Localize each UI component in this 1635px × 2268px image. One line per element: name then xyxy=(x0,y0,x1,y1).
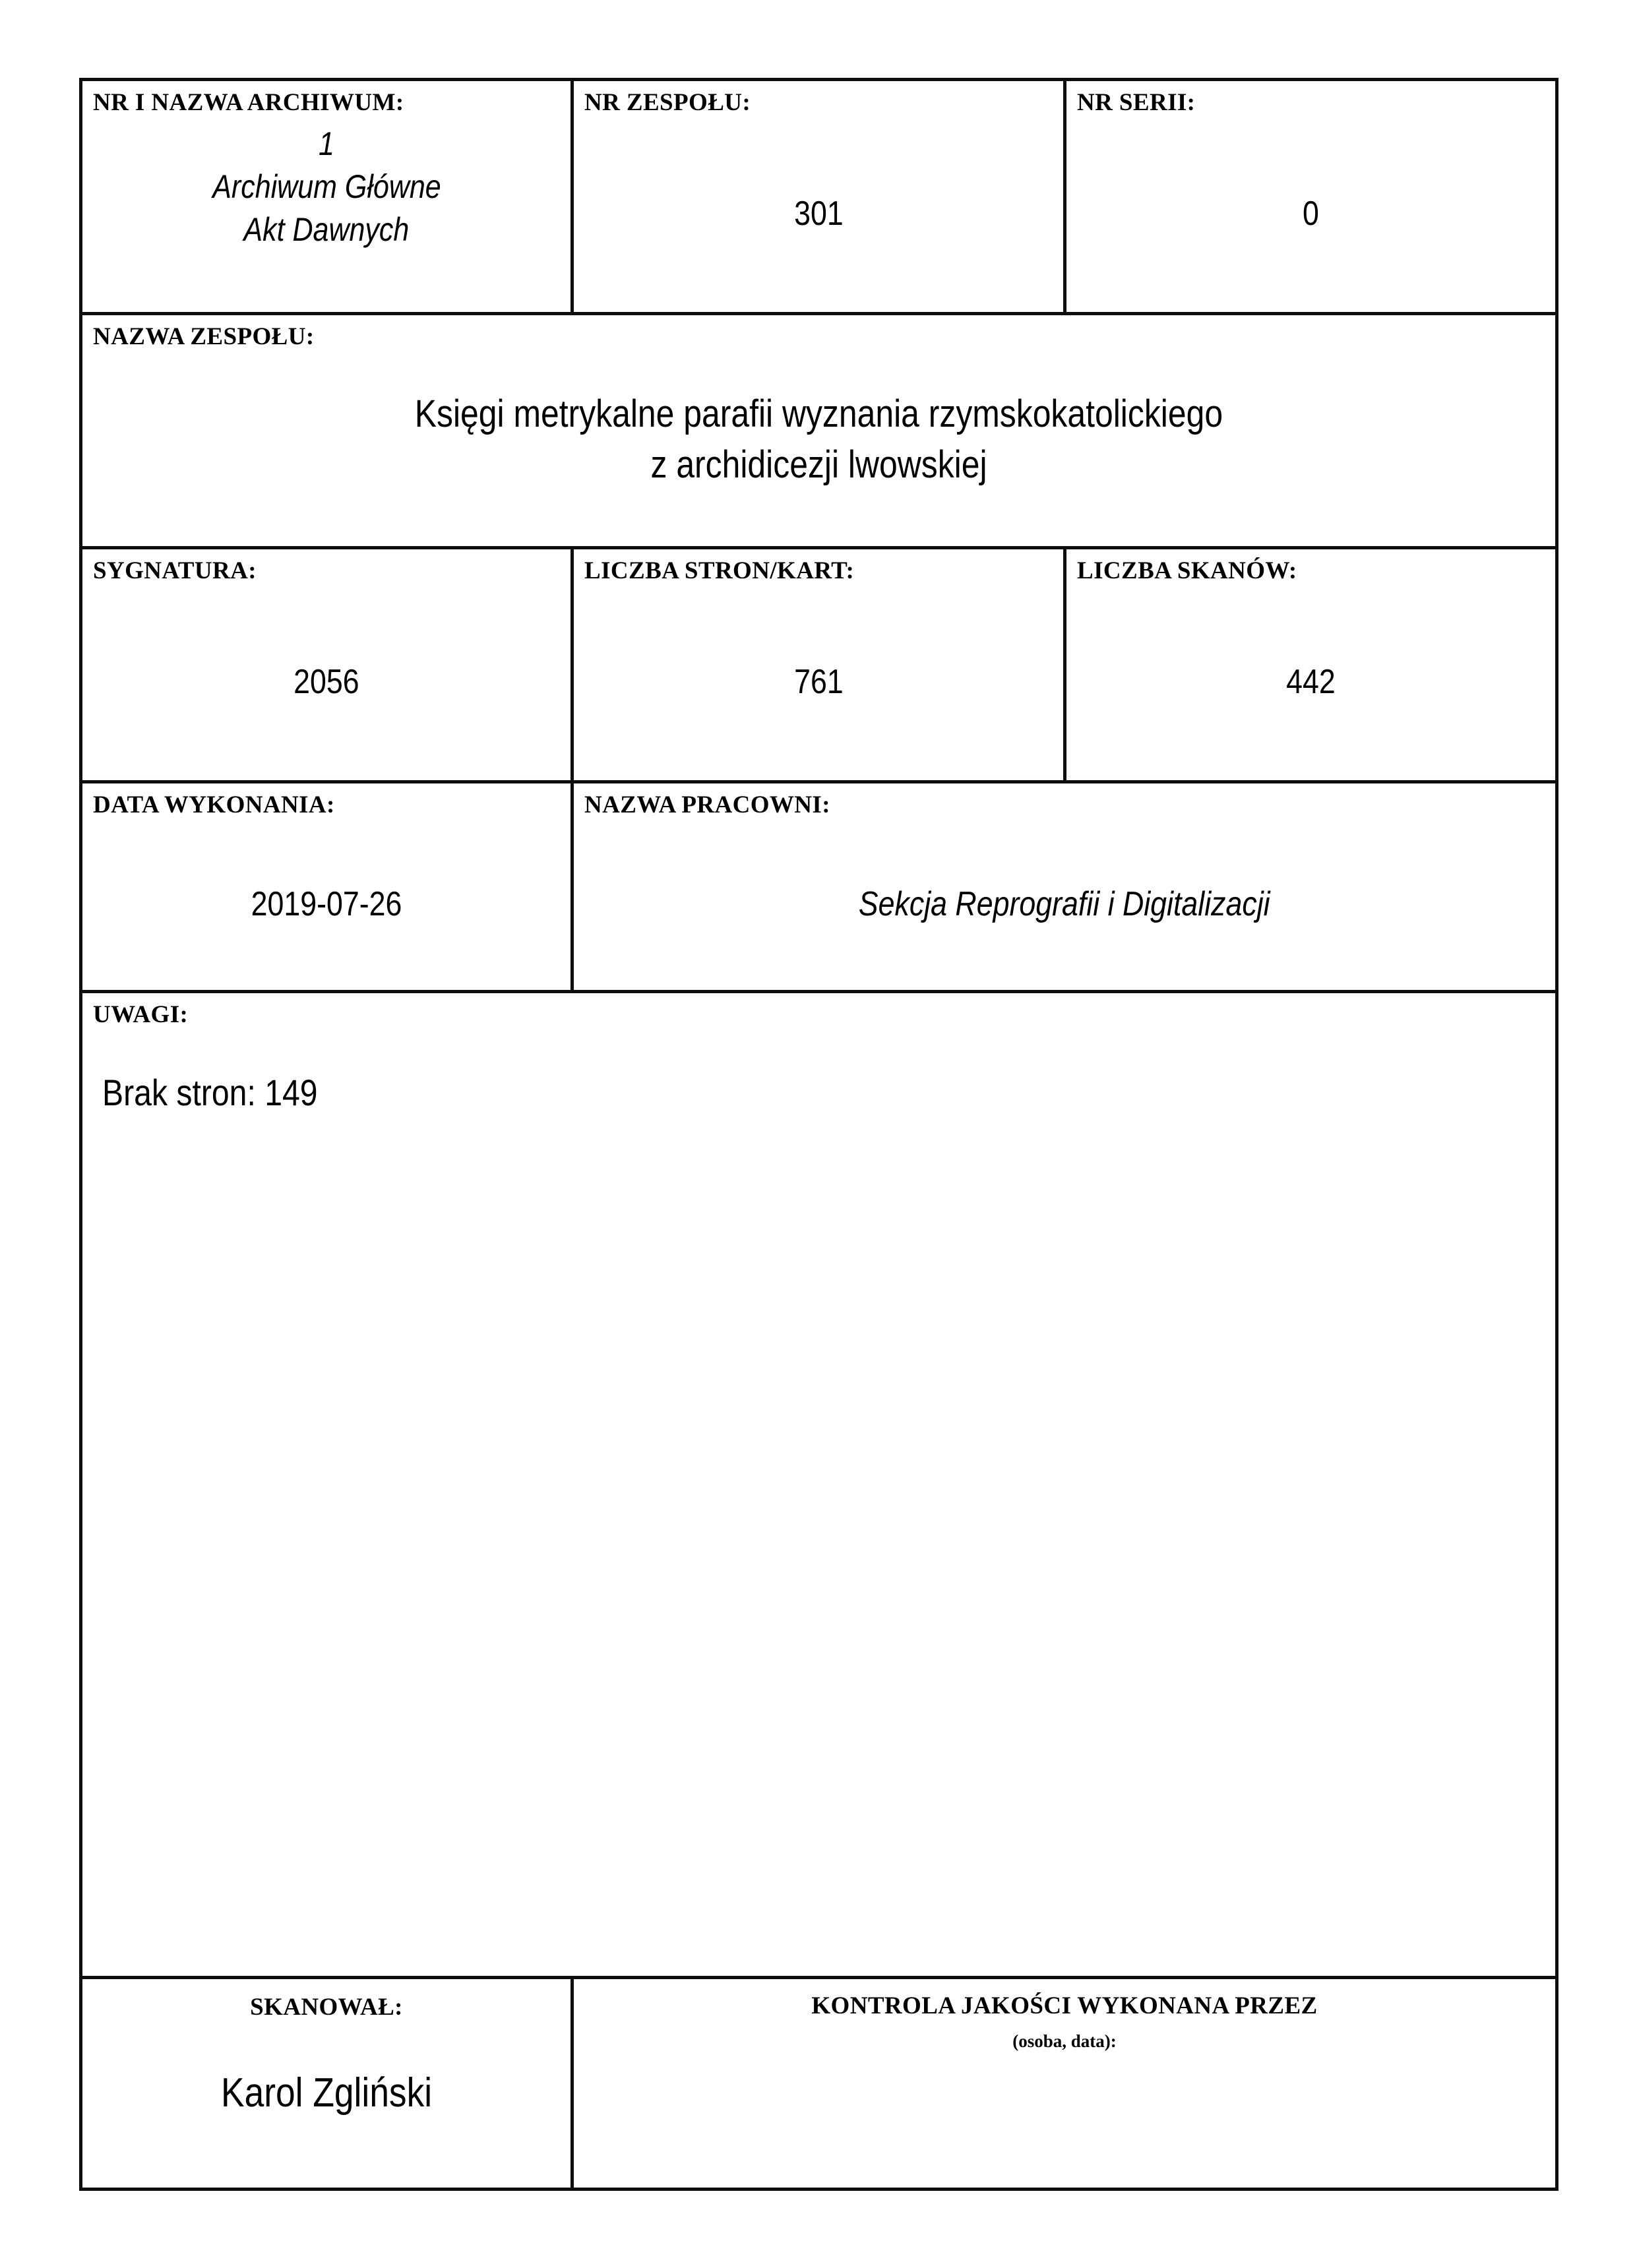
form-row-fonds-name xyxy=(82,315,1555,549)
field-archive-name-line1: Archiwum Główne xyxy=(212,168,441,205)
field-fonds-name-line2: z archidicezji lwowskiej xyxy=(650,443,987,487)
field-pages-count xyxy=(574,549,1066,780)
field-notes-label: UWAGI: xyxy=(93,1001,189,1028)
field-pages-count-label: LICZBA STRON/KART: xyxy=(584,557,855,584)
field-studio-name xyxy=(574,783,1555,990)
field-series-number-value: 0 xyxy=(1303,195,1319,233)
field-fonds-name xyxy=(82,315,1555,546)
field-quality-control xyxy=(574,1979,1555,2188)
field-scans-count-value: 442 xyxy=(1286,663,1336,702)
field-notes-value-wrap xyxy=(93,1069,1555,1117)
field-scans-count-value-wrap xyxy=(1077,584,1555,780)
field-archive xyxy=(82,81,574,312)
field-series-number-label: NR SERII: xyxy=(1077,89,1196,116)
field-fonds-name-line1: Księgi metrykalne parafii wyznania rzymskokatolickiego xyxy=(414,392,1223,436)
field-execution-date-value: 2019-07-26 xyxy=(251,884,402,923)
field-scanned-by-value-wrap xyxy=(93,2021,571,2188)
field-execution-date-value-wrap xyxy=(93,818,571,990)
field-pages-count-value-wrap xyxy=(584,584,1063,780)
field-studio-name-value: Sekcja Reprografii i Digitalizacji xyxy=(859,884,1270,923)
form-row-counts xyxy=(82,549,1555,783)
field-fonds-number-label: NR ZESPOŁU: xyxy=(584,89,751,116)
digitization-record-form xyxy=(79,78,1558,2191)
field-scans-count xyxy=(1066,549,1555,780)
field-notes-value: Brak stron: 149 xyxy=(102,1071,318,1113)
field-signature-value: 2056 xyxy=(293,663,359,702)
field-execution-date xyxy=(82,783,574,990)
field-quality-control-label: KONTROLA JAKOŚCI WYKONANA PRZEZ xyxy=(811,1992,1318,2019)
field-scans-count-label: LICZBA SKANÓW: xyxy=(1077,557,1297,584)
form-row-archive-identifiers xyxy=(82,81,1555,315)
field-archive-value-group xyxy=(93,123,571,251)
form-row-signatures xyxy=(82,1979,1555,2188)
field-quality-control-sublabel: (osoba, data): xyxy=(1012,2031,1117,2051)
field-fonds-name-value-group xyxy=(93,350,1555,546)
field-quality-control-value-wrap xyxy=(584,2052,1555,2188)
field-signature xyxy=(82,549,574,780)
field-series-number xyxy=(1066,81,1555,312)
field-execution-date-label: DATA WYKONANIA: xyxy=(93,791,335,818)
field-scanned-by-label: SKANOWAŁ: xyxy=(250,1994,403,2021)
field-scanned-by-value: Karol Zgliński xyxy=(220,2069,433,2116)
field-signature-label: SYGNATURA: xyxy=(93,557,257,584)
field-fonds-name-label: NAZWA ZESPOŁU: xyxy=(93,323,315,350)
form-row-execution xyxy=(82,783,1555,993)
field-archive-label: NR I NAZWA ARCHIWUM: xyxy=(93,89,404,116)
field-fonds-number-value-wrap xyxy=(584,116,1063,312)
field-pages-count-value: 761 xyxy=(793,663,844,702)
field-archive-name-line2: Akt Dawnych xyxy=(243,210,410,248)
field-fonds-number xyxy=(574,81,1066,312)
field-scanned-by xyxy=(82,1979,574,2188)
field-studio-name-value-wrap xyxy=(584,818,1555,990)
field-notes xyxy=(82,993,1555,1976)
field-studio-name-label: NAZWA PRACOWNI: xyxy=(584,791,830,818)
field-series-number-value-wrap xyxy=(1077,116,1555,312)
field-signature-value-wrap xyxy=(93,584,571,780)
field-fonds-number-value: 301 xyxy=(793,195,844,233)
field-archive-number-value: 1 xyxy=(319,125,334,162)
form-row-notes xyxy=(82,993,1555,1979)
